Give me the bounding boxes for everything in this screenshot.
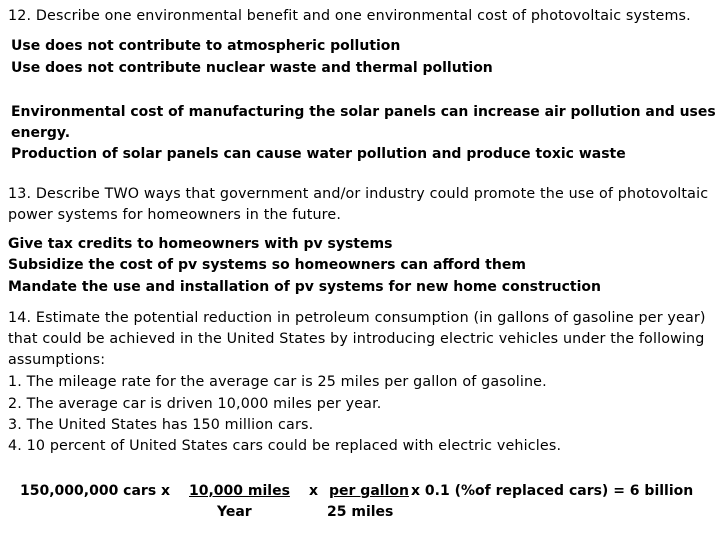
q12-benefit-1: Use does not contribute to atmospheric pollution [11,38,401,54]
calc-25-miles-denominator: 25 miles [327,504,394,520]
calc-year-denominator: Year [217,504,252,520]
q13-answer-1: Give tax credits to homeowners with pv systems [8,236,393,252]
q13-answer-2: Subsidize the cost of pv systems so homeowners can afford them [8,257,526,273]
question-12: 12. Describe one environmental benefit and one environmental cost of photovoltaic systems. [8,8,691,24]
question-14-line-2: that could be achieved in the United States by introducing electric vehicles under the following [8,331,705,347]
question-13-line-2: power systems for homeowners in the future. [8,207,342,223]
q12-cost-2: Production of solar panels can cause water pollution and produce toxic waste [11,146,626,162]
q12-cost-1-cont: energy. [11,125,71,141]
calc-multiply-1: x [161,483,171,499]
q12-cost-1: Environmental cost of manufacturing the solar panels can increase air pollution and uses [11,104,716,120]
calc-result: x 0.1 (%of replaced cars) = 6 billion [411,483,694,499]
question-14-line-1: 14. Estimate the potential reduction in petroleum consumption (in gallons of gasoline per year) [8,310,706,326]
question-14-line-3: assumptions: [8,352,106,368]
assumption-2: 2. The average car is driven 10,000 miles per year. [8,396,382,412]
q12-benefit-2: Use does not contribute nuclear waste and thermal pollution [11,60,493,76]
calc-cars: 150,000,000 cars [20,483,157,499]
calc-miles-numerator: 10,000 miles [189,483,290,499]
calc-multiply-2: x [309,483,319,499]
assumption-3: 3. The United States has 150 million cars. [8,417,314,433]
assumption-4: 4. 10 percent of United States cars could be replaced with electric vehicles. [8,438,562,454]
assumption-1: 1. The mileage rate for the average car is 25 miles per gallon of gasoline. [8,374,547,390]
question-13-line-1: 13. Describe TWO ways that government and/or industry could promote the use of photovoltaic [8,186,709,202]
q13-answer-3: Mandate the use and installation of pv systems for new home construction [8,279,601,295]
calc-per-gallon-numerator: per gallon [329,483,409,499]
